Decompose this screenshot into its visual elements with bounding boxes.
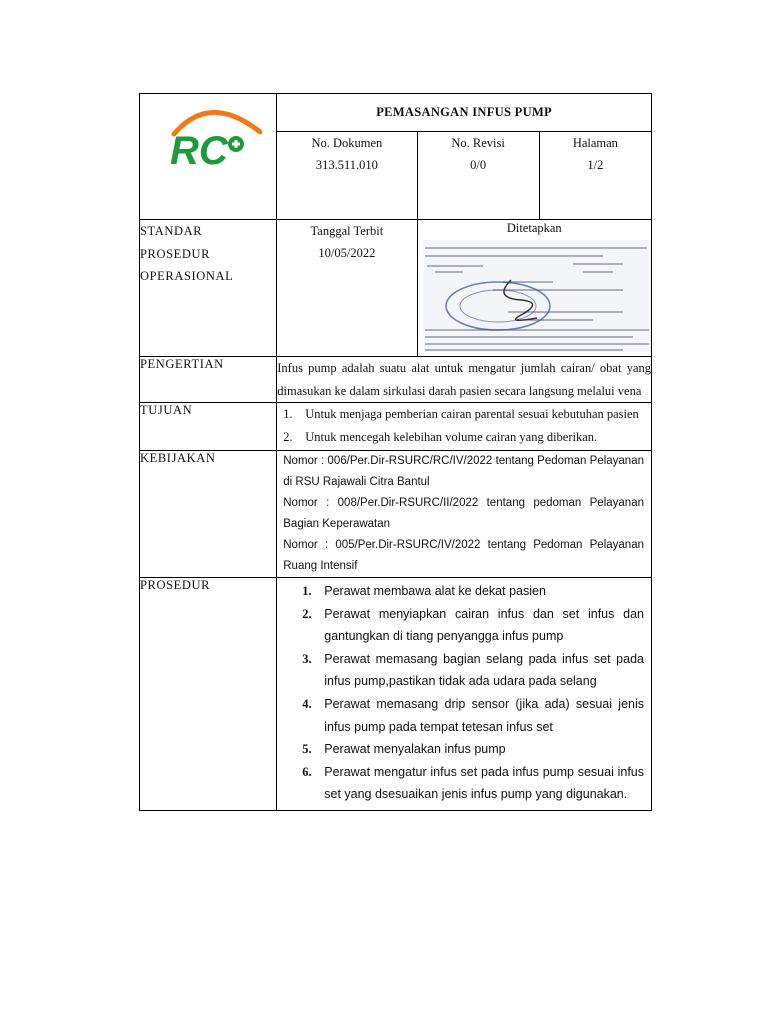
sop-label-line3: OPERASIONAL xyxy=(140,269,234,283)
tujuan-label: TUJUAN xyxy=(140,403,277,451)
tujuan-list xyxy=(277,403,651,450)
ditetapkan-label: Ditetapkan xyxy=(506,221,562,235)
list-text: Perawat membawa alat ke dekat pasien xyxy=(324,584,546,598)
halaman-cell xyxy=(539,132,651,220)
stamp-signature-image xyxy=(423,240,651,352)
list-number: 4. xyxy=(302,696,312,711)
kebijakan-label: KEBIJAKAN xyxy=(140,451,277,578)
logo-text: RC xyxy=(170,129,228,173)
list-text: Untuk mencegah kelebihan volume cairan yang diberikan. xyxy=(305,429,598,444)
tanggal-terbit-label: Tanggal Terbit xyxy=(310,224,384,238)
sop-label-line1: STANDAR xyxy=(140,224,203,238)
tujuan-cell xyxy=(277,403,652,451)
kebijakan-cell xyxy=(277,451,652,578)
no-revisi-label: No. Revisi xyxy=(451,136,505,151)
sop-document-table xyxy=(139,93,652,811)
kebijakan-item: Nomor : 006/Per.Dir-RSURC/RC/IV/2022 tentang Pedoman Pelayanan di RSU Rajawali Citra Bantul xyxy=(283,455,644,488)
list-text: Perawat memasang drip sensor (jika ada) sesuai jenis infus pump pada tempat tetesan infus set xyxy=(324,696,644,734)
list-text: Untuk menjaga pemberian cairan parental sesuai kebutuhan pasien xyxy=(305,407,639,421)
prosedur-cell xyxy=(277,578,652,811)
list-text: Perawat mengatur infus set pada infus pump sesuai infus set yang dsesuaikan jenis infus pump yang digunakan. xyxy=(324,764,644,802)
kebijakan-item: Nomor : 008/Per.Dir-RSURC/II/2022 tentang pedoman Pelayanan Bagian Keperawatan xyxy=(283,497,644,530)
pengertian-label: PENGERTIAN xyxy=(140,357,277,403)
list-item xyxy=(302,580,644,603)
list-number: 2. xyxy=(283,429,293,444)
sop-label-line2: PROSEDUR xyxy=(140,246,211,261)
list-item xyxy=(302,693,644,738)
list-number: 6. xyxy=(302,764,312,779)
list-number: 2. xyxy=(302,606,312,621)
list-text: Perawat menyiapkan cairan infus dan set infus dan gantungkan di tiang penyangga infus pump xyxy=(324,606,644,644)
no-dokumen-value: 313.511.010 xyxy=(315,158,378,173)
halaman-value: 1/2 xyxy=(587,158,604,173)
sop-label-cell xyxy=(140,220,277,357)
logo-cell xyxy=(140,94,277,220)
hospital-logo xyxy=(140,94,277,214)
prosedur-list xyxy=(277,578,651,810)
list-text: Perawat menyalakan infus pump xyxy=(324,742,506,757)
prosedur-label: PROSEDUR xyxy=(140,578,277,811)
list-number: 1. xyxy=(302,584,312,598)
tanggal-terbit-value: 10/05/2022 xyxy=(318,246,376,260)
list-item xyxy=(302,738,644,761)
document-title: PEMASANGAN INFUS PUMP xyxy=(277,94,652,132)
no-revisi-value: 0/0 xyxy=(470,158,487,173)
list-item xyxy=(302,648,644,693)
pengertian-text: Infus pump adalah suatu alat untuk mengatur jumlah cairan/ obat yang dimasukan ke dalam sirkulasi darah pasien secara langsung melalui vena xyxy=(277,357,652,403)
list-text: Perawat memasang bagian selang pada infus set pada infus pump,pastikan tidak ada udara pada selang xyxy=(324,651,644,689)
no-dokumen-label: No. Dokumen xyxy=(311,136,383,151)
halaman-label: Halaman xyxy=(572,136,618,151)
list-number: 1. xyxy=(283,407,293,421)
list-number: 5. xyxy=(302,742,312,757)
list-item xyxy=(302,761,644,806)
list-item xyxy=(283,403,644,426)
list-item xyxy=(283,426,644,449)
no-revisi-cell xyxy=(417,132,539,220)
no-dokumen-cell xyxy=(277,132,417,220)
tanggal-terbit-cell xyxy=(277,220,417,357)
kebijakan-item: Nomor : 005/Per.Dir-RSURC/IV/2022 tentang Pedoman Pelayanan Ruang Intensif xyxy=(283,539,644,572)
ditetapkan-cell xyxy=(417,220,651,357)
list-item xyxy=(302,603,644,648)
list-number: 3. xyxy=(302,651,312,666)
